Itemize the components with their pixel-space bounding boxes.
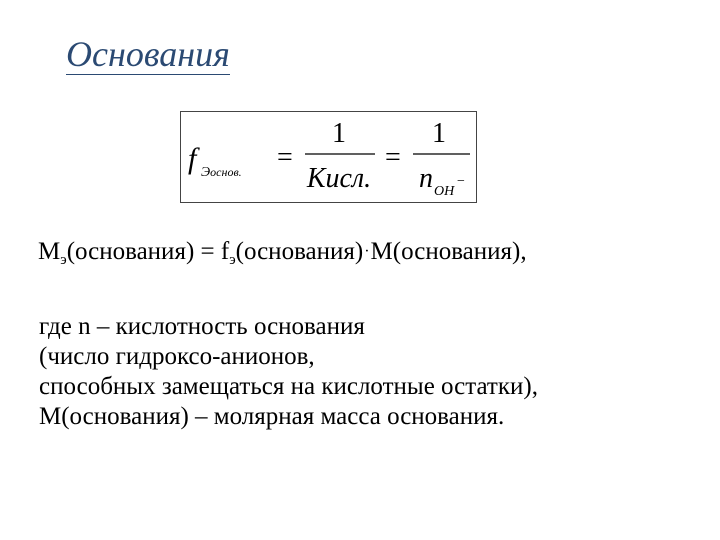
explanation-line: где n – кислотность основания [39,313,365,340]
equation-f-argument: (основания) [235,238,364,265]
equation-tail: M(основания), [370,238,527,265]
explanation-line: (число гидроксо-анионов, [39,343,315,370]
equation-f-subscript: э [229,252,236,268]
formula-numerator-2: 1 [432,118,446,149]
explanation-line: M(основания) – молярная масса основания. [39,403,505,430]
equation-m-subscript: э [60,252,67,268]
formula-f-subscript-suffix: основ. [210,165,242,179]
equivalence-factor-formula [180,111,477,203]
svg-text:Эоснов. [201,165,242,180]
equation-m-argument: (основания) = f [66,238,230,265]
explanation-line: способных замещаться на кислотные остатки), [39,373,538,400]
formula-graphic [181,112,478,204]
equivalent-mass-equation [38,236,527,268]
slide-title: Основания [66,34,230,74]
formula-equals-1: = [277,142,293,173]
equation-m-symbol: M [38,238,61,265]
formula-equals-2: = [385,142,401,173]
formula-denominator-n-superscript: − [457,174,465,189]
formula-f-symbol: f [188,142,197,175]
formula-numerator-1: 1 [332,118,346,149]
formula-denominator-n: n [419,163,433,194]
formula-f-subscript: Э [201,165,211,180]
formula-denominator-n-subscript: OH [434,184,455,199]
explanation-text [39,312,538,432]
multiplication-dot: · [364,243,370,260]
formula-denominator-1: Кисл. [306,163,372,194]
